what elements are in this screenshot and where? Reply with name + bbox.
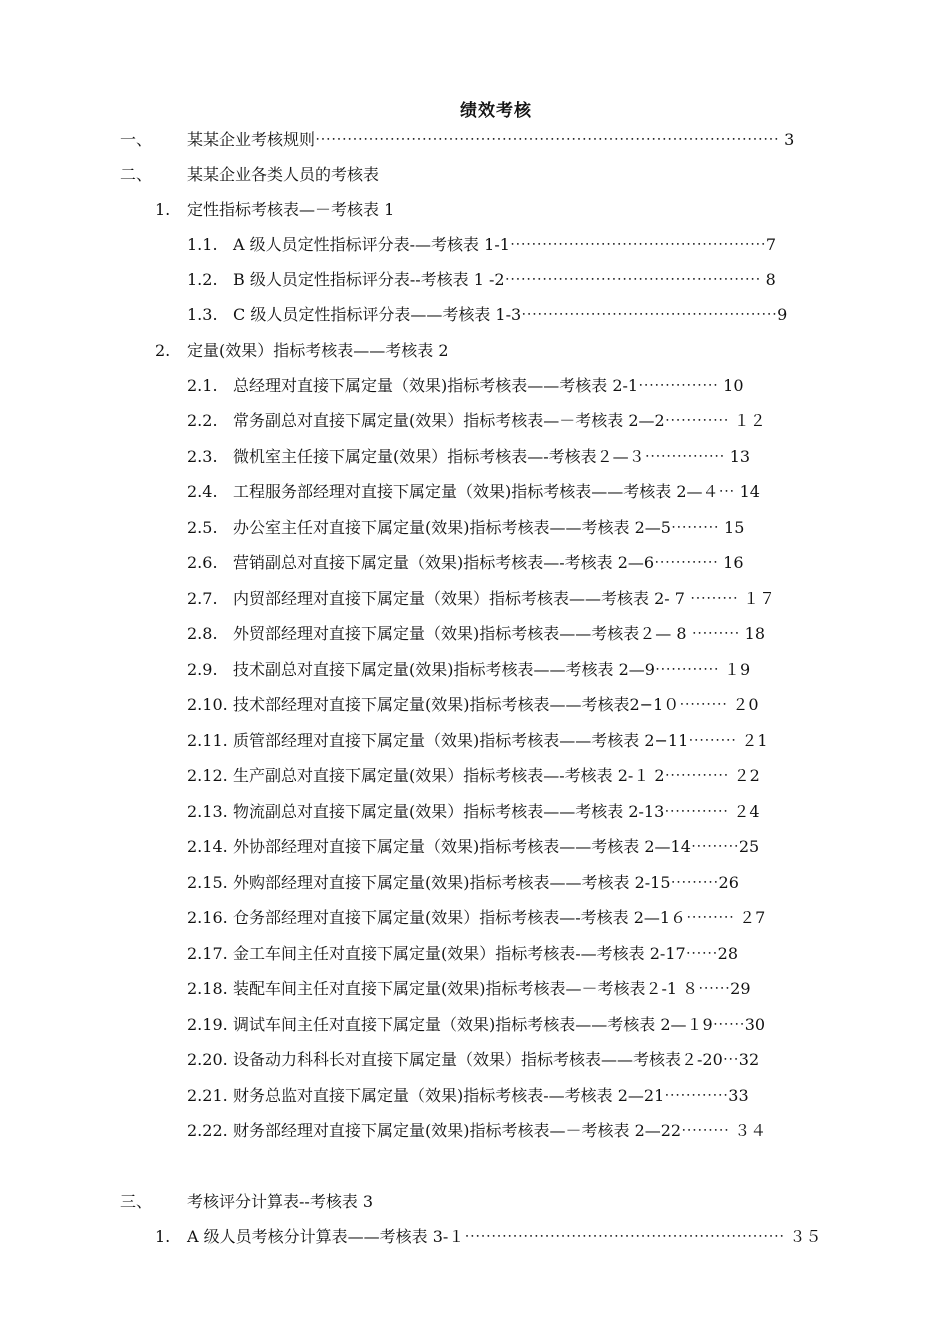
toc-entry-text[interactable]: 财务总监对直接下属定量（效果)指标考核表-—考核表 2—21⋯⋯⋯⋯33	[233, 1086, 749, 1105]
toc-entry-number: 2.2.	[187, 411, 218, 430]
toc-entry-number: 2.21.	[187, 1086, 228, 1105]
toc-entry-text[interactable]: 外协部经理对直接下属定量（效果)指标考核表——考核表 2—14⋯⋯⋯25	[233, 837, 760, 856]
toc-entry-text[interactable]: 装配车间主任对直接下属定量(效果)指标考核表—－考核表２-1 ８⋯⋯29	[233, 979, 751, 998]
toc-entry-text[interactable]: 生产副总对直接下属定量(效果）指标考核表—-考核表 2-１ 2⋯⋯⋯⋯ ２2	[233, 766, 760, 785]
toc-entry-number: 1.3.	[187, 305, 218, 324]
toc-entry-number: 2.7.	[187, 589, 218, 608]
toc-entry-text[interactable]: A 级人员定性指标评分表-—考核表 1-1⋯⋯⋯⋯⋯⋯⋯⋯⋯⋯⋯⋯⋯⋯⋯⋯7	[233, 235, 777, 254]
toc-entry-text[interactable]: 定性指标考核表—－考核表 1	[187, 200, 395, 219]
toc-entry-number: 三、	[120, 1192, 153, 1211]
toc-entry-text[interactable]: B 级人员定性指标评分表--考核表 1 -2⋯⋯⋯⋯⋯⋯⋯⋯⋯⋯⋯⋯⋯⋯⋯⋯ 8	[233, 270, 776, 289]
toc-entry-number: 一、	[120, 130, 153, 149]
toc-entry-number: 1.2.	[187, 270, 218, 289]
toc-entry-number: 2.19.	[187, 1015, 228, 1034]
toc-entry-text[interactable]: 工程服务部经理对直接下属定量（效果)指标考核表——考核表 2—４⋯ 14	[233, 482, 760, 501]
toc-entry-text[interactable]: 某某企业考核规则⋯⋯⋯⋯⋯⋯⋯⋯⋯⋯⋯⋯⋯⋯⋯⋯⋯⋯⋯⋯⋯⋯⋯⋯⋯⋯⋯⋯⋯ 3	[187, 130, 795, 149]
toc-entry-number: 2.1.	[187, 376, 218, 395]
toc-entry-text[interactable]: 质管部经理对直接下属定量（效果)指标考核表——考核表 2−11⋯⋯⋯ ２1	[233, 731, 768, 750]
toc-entry-number: 2.8.	[187, 624, 218, 643]
toc-entry-number: 1.	[155, 200, 171, 219]
toc-entry-number: 2.6.	[187, 553, 218, 572]
toc-entry-text[interactable]: 内贸部经理对直接下属定量（效果）指标考核表——考核表 2- 7 ⋯⋯⋯ １７	[233, 589, 776, 608]
toc-entry-text[interactable]: 办公室主任对直接下属定量(效果)指标考核表——考核表 2—5⋯⋯⋯ 15	[233, 518, 745, 537]
toc-entry-text[interactable]: 技术副总对直接下属定量(效果)指标考核表——考核表 2—9⋯⋯⋯⋯ １9	[233, 660, 751, 679]
toc-entry-text[interactable]: 考核评分计算表--考核表 3	[187, 1192, 374, 1211]
toc-entry-number: 2.4.	[187, 482, 218, 501]
toc-entry-text[interactable]: 总经理对直接下属定量（效果)指标考核表——考核表 2-1⋯⋯⋯⋯⋯ 10	[233, 376, 744, 395]
toc-entry-text[interactable]: 外购部经理对直接下属定量(效果)指标考核表——考核表 2-15⋯⋯⋯26	[233, 873, 739, 892]
toc-entry-text[interactable]: 微机室主任接下属定量(效果）指标考核表—-考核表２—３⋯⋯⋯⋯⋯ 13	[233, 447, 751, 466]
toc-entry-text[interactable]: 某某企业各类人员的考核表	[187, 165, 380, 184]
toc-entry-text[interactable]: 定量(效果）指标考核表——考核表 2	[187, 341, 449, 360]
toc-entry-number: 2.17.	[187, 944, 228, 963]
toc-entry-text[interactable]: 调试车间主任对直接下属定量（效果)指标考核表——考核表 2—１9⋯⋯30	[233, 1015, 766, 1034]
toc-entry-text[interactable]: 常务副总对直接下属定量(效果）指标考核表—－考核表 2—2⋯⋯⋯⋯ １２	[233, 411, 766, 430]
toc-entry-number: 2.10.	[187, 695, 228, 714]
toc-entry-text[interactable]: C 级人员定性指标评分表——考核表 1-3⋯⋯⋯⋯⋯⋯⋯⋯⋯⋯⋯⋯⋯⋯⋯⋯9	[233, 305, 788, 324]
toc-entry-number: 2.15.	[187, 873, 228, 892]
toc-entry-number: 2.14.	[187, 837, 228, 856]
toc-entry-number: 1.	[155, 1227, 171, 1246]
toc-entry-number: 2.18.	[187, 979, 228, 998]
toc-entry-number: 2.11.	[187, 731, 228, 750]
document-title: 绩效考核	[460, 101, 532, 121]
toc-entry-number: 2.20.	[187, 1050, 228, 1069]
toc-entry-number: 1.1.	[187, 235, 218, 254]
toc-entry-number: 2.12.	[187, 766, 228, 785]
toc-entry-text[interactable]: 物流副总对直接下属定量(效果）指标考核表——考核表 2-13⋯⋯⋯⋯ ２4	[233, 802, 760, 821]
toc-entry-number: 2.13.	[187, 802, 228, 821]
toc-entry-text[interactable]: 金工车间主任对直接下属定量(效果）指标考核表-—考核表 2-17⋯⋯28	[233, 944, 739, 963]
toc-entry-number: 2.22.	[187, 1121, 228, 1140]
toc-entry-text[interactable]: A 级人员考核分计算表——考核表 3-１⋯⋯⋯⋯⋯⋯⋯⋯⋯⋯⋯⋯⋯⋯⋯⋯⋯⋯⋯⋯ ３５	[187, 1227, 822, 1246]
toc-entry-number: 2.9.	[187, 660, 218, 679]
toc-entry-number: 二、	[120, 165, 153, 184]
toc-entry-number: 2.	[155, 341, 171, 360]
toc-entry-text[interactable]: 仓务部经理对直接下属定量(效果）指标考核表—-考核表 2—1６⋯⋯⋯ ２7	[233, 908, 766, 927]
toc-entry-text[interactable]: 外贸部经理对直接下属定量（效果)指标考核表——考核表２— 8 ⋯⋯⋯ 18	[233, 624, 766, 643]
toc-entry-text[interactable]: 技术部经理对直接下属定量(效果)指标考核表——考核表2−1０⋯⋯⋯ ２0	[233, 695, 759, 714]
toc-entry-text[interactable]: 营销副总对直接下属定量（效果)指标考核表—-考核表 2—6⋯⋯⋯⋯ 16	[233, 553, 744, 572]
toc-entry-text[interactable]: 设备动力科科长对直接下属定量（效果）指标考核表——考核表２-20⋯32	[233, 1050, 760, 1069]
toc-entry-number: 2.3.	[187, 447, 218, 466]
toc-entry-number: 2.16.	[187, 908, 228, 927]
toc-entry-number: 2.5.	[187, 518, 218, 537]
toc-entry-text[interactable]: 财务部经理对直接下属定量(效果)指标考核表—－考核表 2—22⋯⋯⋯ ３４	[233, 1121, 767, 1140]
